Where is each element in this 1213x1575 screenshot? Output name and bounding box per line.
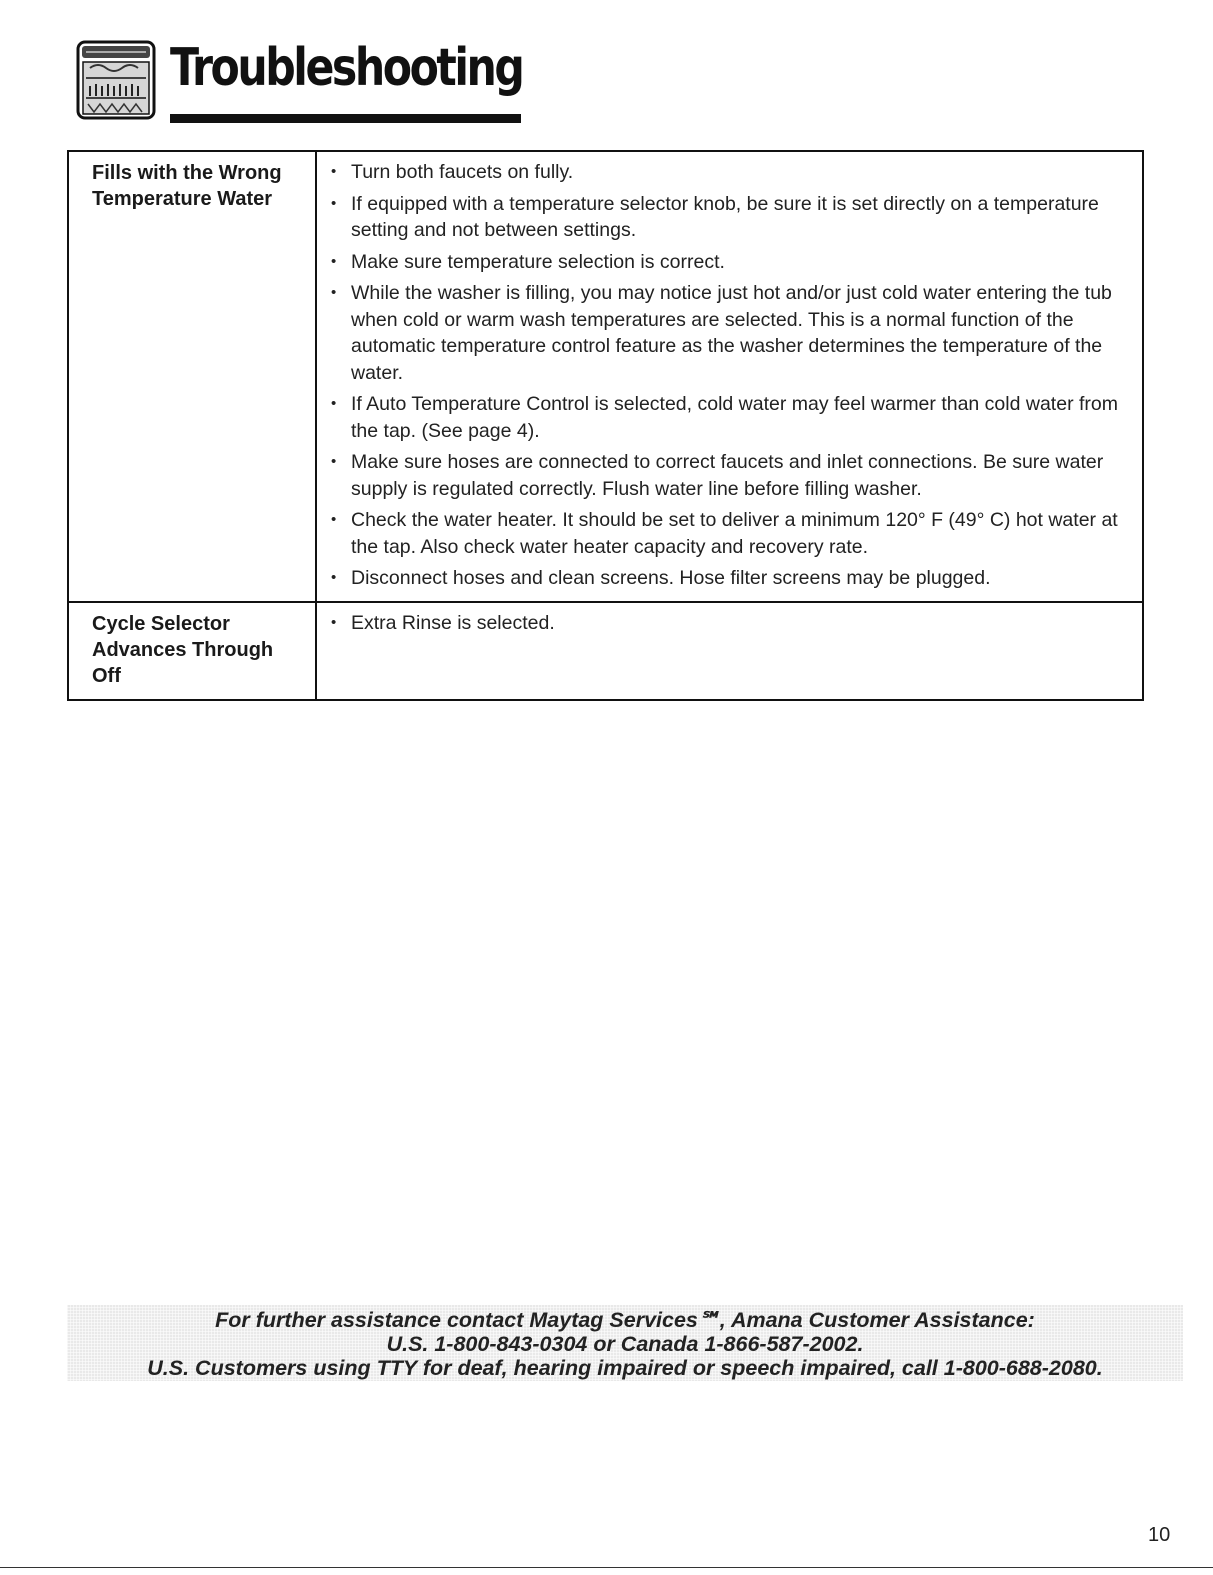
- problem-label-line: Temperature Water: [92, 188, 273, 210]
- remedy-cell: [316, 602, 1143, 700]
- remedy-item: • Check the water heater. It should be set to deliver a minimum 120° F (49° C) hot water at the tap. Also check water heater capacity and recovery rate.: [331, 507, 1132, 560]
- problem-label: [69, 603, 315, 699]
- problem-label-line: Advances Through Off: [92, 638, 274, 687]
- assistance-banner: [67, 1305, 1183, 1381]
- page-title: Troubleshooting: [170, 38, 523, 98]
- dishwasher-icon: [76, 40, 156, 120]
- problem-cell: [68, 602, 316, 700]
- remedy-item: • While the washer is filling, you may notice just hot and/or just cold water entering the tub when cold or warm wash temperatures are selected. This is a normal function of the automatic temperature control feature as the washer determines the temperature of the water.: [331, 280, 1132, 386]
- assistance-line: For further assistance contact Maytag Services℠, Amana Customer Assistance:: [215, 1308, 1035, 1332]
- remedy-item: • Disconnect hoses and clean screens. Hose filter screens may be plugged.: [331, 565, 1132, 592]
- remedy-item: • Make sure hoses are connected to correct faucets and inlet connections. Be sure water supply is regulated correctly. Flush water line before filling washer.: [331, 449, 1132, 502]
- assistance-tty-line: U.S. Customers using TTY for deaf, hearing impaired or speech impaired, call 1-800-688-2080.: [147, 1356, 1103, 1380]
- remedy-item: • Turn both faucets on fully.: [331, 159, 1132, 186]
- page-header: [72, 28, 522, 128]
- remedy-item: • If Auto Temperature Control is selected, cold water may feel warmer than cold water from the tap. (See page 4).: [331, 391, 1132, 444]
- table-row: [68, 151, 1143, 602]
- title-underline: [170, 114, 521, 123]
- remedy-list: [317, 603, 1142, 646]
- problem-label-line: Cycle Selector: [92, 612, 230, 635]
- problem-cell: [68, 151, 316, 602]
- problem-label: [69, 152, 315, 222]
- table-row: [68, 602, 1143, 700]
- remedy-item: • Extra Rinse is selected.: [331, 610, 1132, 637]
- problem-label-line: Fills with the Wrong: [92, 162, 282, 184]
- bottom-divider: [0, 1567, 1213, 1568]
- troubleshooting-table: [67, 150, 1144, 701]
- assistance-phone-line: U.S. 1-800-843-0304 or Canada 1-866-587-2002.: [386, 1332, 864, 1356]
- remedy-item: • If equipped with a temperature selector knob, be sure it is set directly on a temperature setting and not between settings.: [331, 191, 1132, 244]
- remedy-cell: [316, 151, 1143, 602]
- remedy-list: [317, 152, 1142, 601]
- remedy-item: • Make sure temperature selection is correct.: [331, 249, 1132, 276]
- page-number: 10: [1148, 1524, 1171, 1546]
